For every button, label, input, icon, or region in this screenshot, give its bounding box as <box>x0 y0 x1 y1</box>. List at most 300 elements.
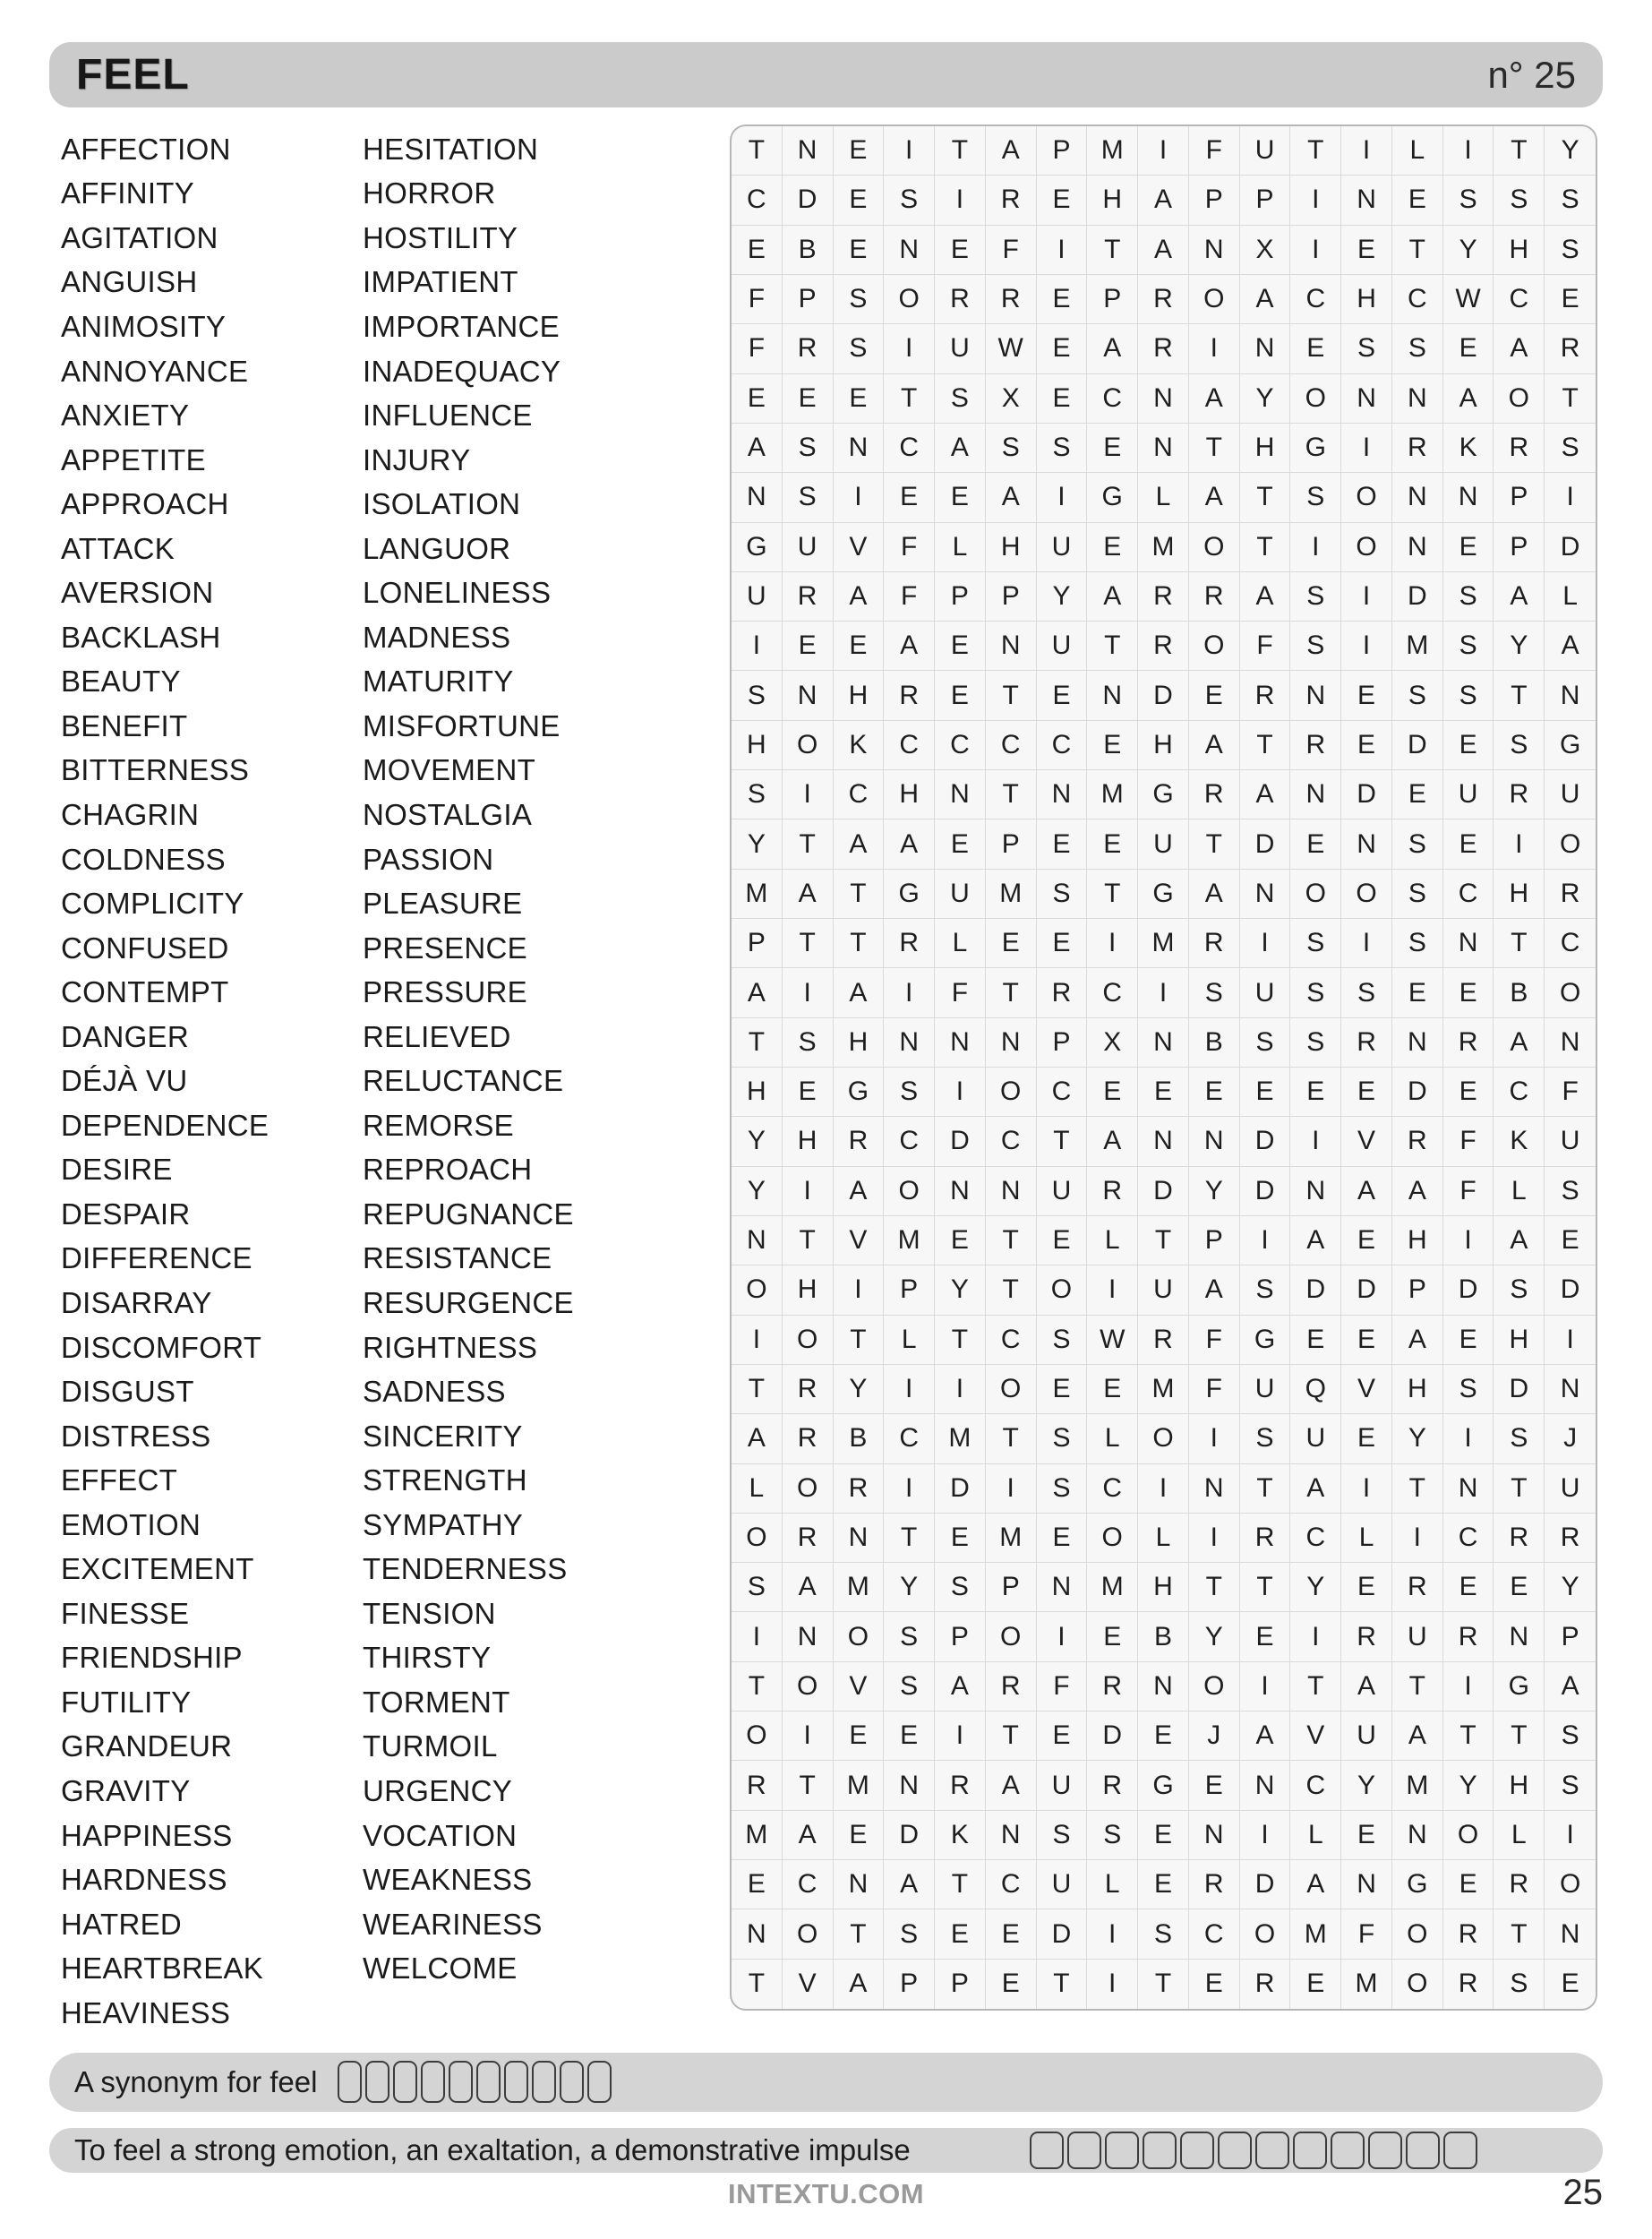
grid-cell: W <box>1443 275 1494 324</box>
grid-cell: E <box>1545 275 1596 324</box>
grid-cell: F <box>1443 1117 1494 1166</box>
grid-cell: E <box>986 919 1037 968</box>
grid-cell: A <box>1290 1464 1341 1514</box>
grid-cell: P <box>884 1265 935 1315</box>
grid-cell: E <box>1037 671 1088 720</box>
grid-cell: E <box>935 1216 986 1265</box>
website-footer: INTEXTU.COM <box>727 2178 925 2209</box>
grid-cell: M <box>1341 1960 1392 2009</box>
grid-cell: S <box>783 1018 834 1068</box>
grid-cell: N <box>1443 919 1494 968</box>
grid-cell: I <box>1087 919 1138 968</box>
grid-cell: O <box>1189 622 1240 671</box>
grid-cell: R <box>1087 1761 1138 1810</box>
grid-cell: Y <box>1189 1167 1240 1216</box>
grid-cell: U <box>1545 1464 1596 1514</box>
word-item: TENSION <box>363 1596 496 1630</box>
grid-cell: S <box>1037 1414 1088 1463</box>
grid-cell: A <box>1087 1117 1138 1166</box>
grid-cell: I <box>732 622 783 671</box>
grid-cell: S <box>1290 473 1341 522</box>
grid-cell: N <box>1341 374 1392 424</box>
grid-cell: T <box>834 870 885 919</box>
grid-cell: C <box>1392 275 1443 324</box>
grid-cell: G <box>884 870 935 919</box>
grid-cell: C <box>1087 968 1138 1017</box>
grid-cell: T <box>1087 622 1138 671</box>
grid-cell: O <box>783 1662 834 1711</box>
grid-cell: I <box>1138 968 1189 1017</box>
grid-cell: E <box>1341 1068 1392 1117</box>
grid-cell: A <box>1189 721 1240 770</box>
word-item: TORMENT <box>363 1685 510 1719</box>
grid-cell: C <box>884 424 935 473</box>
grid-cell: I <box>1290 1612 1341 1661</box>
grid-cell: I <box>1341 919 1392 968</box>
answer-boxes <box>1030 2132 1477 2169</box>
grid-cell: N <box>1037 1563 1088 1612</box>
grid-cell: U <box>1443 770 1494 819</box>
grid-cell: G <box>732 523 783 572</box>
grid-cell: F <box>935 968 986 1017</box>
grid-cell: T <box>1087 226 1138 275</box>
grid-cell: E <box>1341 1316 1392 1365</box>
grid-cell: J <box>1545 1414 1596 1463</box>
grid-cell: A <box>1138 176 1189 225</box>
grid-cell: K <box>1443 424 1494 473</box>
grid-cell: H <box>1494 870 1545 919</box>
grid-cell: D <box>1494 1365 1545 1414</box>
word-item: LONELINESS <box>363 576 552 610</box>
grid-cell: I <box>783 1711 834 1761</box>
grid-cell: T <box>732 1662 783 1711</box>
grid-cell: R <box>1392 1563 1443 1612</box>
word-item: APPETITE <box>61 442 206 476</box>
grid-cell: Y <box>1341 1761 1392 1810</box>
grid-cell: I <box>935 1711 986 1761</box>
grid-cell: E <box>1037 176 1088 225</box>
grid-cell: S <box>1087 1811 1138 1860</box>
word-item: DISARRAY <box>61 1285 212 1319</box>
word-item: BITTERNESS <box>61 753 250 787</box>
grid-cell: O <box>783 721 834 770</box>
grid-cell: E <box>1138 1068 1189 1117</box>
grid-cell: N <box>1392 523 1443 572</box>
grid-cell: T <box>1189 1563 1240 1612</box>
grid-cell: N <box>935 1018 986 1068</box>
word-item: IMPATIENT <box>363 265 518 299</box>
grid-cell: E <box>1443 1316 1494 1365</box>
grid-cell: L <box>1087 1414 1138 1463</box>
grid-cell: K <box>935 1811 986 1860</box>
grid-cell: T <box>1037 1117 1088 1166</box>
grid-cell: T <box>1240 1464 1291 1514</box>
grid-cell: N <box>834 1514 885 1563</box>
grid-cell: S <box>732 671 783 720</box>
grid-cell: Y <box>1443 1761 1494 1810</box>
grid-cell: S <box>1494 721 1545 770</box>
grid-cell: E <box>834 176 885 225</box>
grid-cell: I <box>1392 1514 1443 1563</box>
grid-cell: R <box>935 275 986 324</box>
grid-cell: S <box>783 473 834 522</box>
grid-cell: H <box>1087 176 1138 225</box>
grid-cell: A <box>732 968 783 1017</box>
grid-cell: I <box>732 1316 783 1365</box>
grid-cell: R <box>1189 572 1240 622</box>
grid-cell: D <box>1240 819 1291 869</box>
grid-cell: T <box>834 1316 885 1365</box>
grid-cell: E <box>1443 324 1494 373</box>
grid-cell: E <box>1037 1365 1088 1414</box>
grid-cell: A <box>884 622 935 671</box>
grid-cell: P <box>986 572 1037 622</box>
grid-cell: R <box>1138 622 1189 671</box>
grid-cell: N <box>1392 1811 1443 1860</box>
grid-cell: D <box>1240 1860 1291 1909</box>
grid-cell: C <box>1443 1514 1494 1563</box>
grid-cell: R <box>986 1662 1037 1711</box>
grid-cell: A <box>1392 1711 1443 1761</box>
grid-cell: E <box>1443 819 1494 869</box>
grid-cell: H <box>986 523 1037 572</box>
grid-cell: E <box>935 1514 986 1563</box>
grid-cell: T <box>1240 523 1291 572</box>
grid-cell: R <box>1240 671 1291 720</box>
grid-cell: S <box>986 424 1037 473</box>
grid-cell: N <box>1189 226 1240 275</box>
grid-cell: U <box>1240 1365 1291 1414</box>
grid-cell: C <box>1290 1761 1341 1810</box>
grid-cell: Y <box>1189 1612 1240 1661</box>
word-item: FUTILITY <box>61 1685 192 1719</box>
grid-cell: T <box>1087 870 1138 919</box>
grid-cell: A <box>834 1960 885 2009</box>
grid-cell: U <box>1545 770 1596 819</box>
grid-cell: A <box>834 968 885 1017</box>
word-item: BENEFIT <box>61 708 188 742</box>
grid-cell: D <box>1392 721 1443 770</box>
word-item: VOCATION <box>363 1818 518 1852</box>
grid-cell: S <box>783 424 834 473</box>
word-item: PASSION <box>363 842 494 876</box>
grid-cell: S <box>1037 424 1088 473</box>
word-item: AGITATION <box>61 220 218 254</box>
grid-cell: E <box>1037 1216 1088 1265</box>
grid-cell: H <box>1240 424 1291 473</box>
grid-cell: O <box>986 1068 1037 1117</box>
grid-cell: N <box>1037 770 1088 819</box>
grid-cell: D <box>1392 572 1443 622</box>
grid-cell: H <box>1138 721 1189 770</box>
grid-cell: T <box>884 374 935 424</box>
grid-cell: I <box>986 1464 1037 1514</box>
grid-cell: L <box>935 919 986 968</box>
grid-cell: C <box>1037 721 1088 770</box>
grid-cell: S <box>1545 1711 1596 1761</box>
grid-cell: S <box>1392 819 1443 869</box>
grid-cell: T <box>986 1711 1037 1761</box>
grid-cell: L <box>1341 1514 1392 1563</box>
grid-cell: N <box>1443 1464 1494 1514</box>
grid-cell: D <box>1240 1167 1291 1216</box>
grid-cell: R <box>1240 1960 1291 2009</box>
grid-cell: Y <box>1494 622 1545 671</box>
grid-cell: S <box>1240 1265 1291 1315</box>
grid-cell: S <box>884 1068 935 1117</box>
grid-cell: S <box>1037 1316 1088 1365</box>
grid-cell: L <box>1138 473 1189 522</box>
grid-cell: T <box>1138 1216 1189 1265</box>
word-item: DISGUST <box>61 1375 194 1409</box>
grid-cell: S <box>1341 968 1392 1017</box>
grid-cell: F <box>1341 1909 1392 1959</box>
grid-cell: N <box>732 1909 783 1959</box>
grid-cell: E <box>884 1711 935 1761</box>
grid-cell: E <box>1443 968 1494 1017</box>
grid-cell: G <box>1138 870 1189 919</box>
grid-cell: L <box>884 1316 935 1365</box>
grid-cell: L <box>1494 1811 1545 1860</box>
grid-cell: U <box>1545 1117 1596 1166</box>
grid-cell: N <box>1240 324 1291 373</box>
grid-cell: T <box>1494 126 1545 176</box>
grid-cell: A <box>1290 1216 1341 1265</box>
grid-cell: R <box>1443 1909 1494 1959</box>
grid-cell: I <box>1240 1662 1291 1711</box>
grid-cell: H <box>783 1265 834 1315</box>
grid-cell: E <box>834 126 885 176</box>
word-item: DESPAIR <box>61 1197 191 1231</box>
grid-cell: I <box>1290 226 1341 275</box>
word-item: HEARTBREAK <box>61 1952 264 1986</box>
grid-cell: Y <box>1545 126 1596 176</box>
word-item: REPROACH <box>363 1153 533 1187</box>
grid-cell: U <box>783 523 834 572</box>
grid-cell: A <box>1087 572 1138 622</box>
grid-cell: S <box>1037 1811 1088 1860</box>
grid-cell: N <box>1290 1167 1341 1216</box>
grid-cell: E <box>935 226 986 275</box>
grid-cell: R <box>986 275 1037 324</box>
grid-cell: D <box>1545 523 1596 572</box>
grid-cell: T <box>1138 1960 1189 2009</box>
grid-cell: E <box>1087 523 1138 572</box>
grid-cell: M <box>732 870 783 919</box>
grid-cell: U <box>935 870 986 919</box>
answer-box <box>1368 2132 1402 2169</box>
grid-cell: Y <box>1545 1563 1596 1612</box>
grid-cell: A <box>1494 324 1545 373</box>
grid-cell: E <box>935 473 986 522</box>
grid-cell: E <box>732 1860 783 1909</box>
grid-cell: I <box>834 1265 885 1315</box>
grid-cell: E <box>1443 523 1494 572</box>
word-item: MOVEMENT <box>363 753 536 787</box>
grid-cell: T <box>1443 1711 1494 1761</box>
grid-cell: D <box>884 1811 935 1860</box>
grid-cell: C <box>1443 870 1494 919</box>
grid-cell: N <box>935 770 986 819</box>
grid-cell: I <box>783 770 834 819</box>
grid-cell: Y <box>884 1563 935 1612</box>
grid-cell: N <box>783 126 834 176</box>
grid-cell: I <box>783 1167 834 1216</box>
word-item: EXCITEMENT <box>61 1552 254 1586</box>
grid-cell: M <box>1138 1365 1189 1414</box>
grid-cell: I <box>1545 473 1596 522</box>
grid-cell: S <box>1494 176 1545 225</box>
grid-cell: G <box>834 1068 885 1117</box>
grid-cell: S <box>834 275 885 324</box>
grid-cell: F <box>884 523 935 572</box>
word-item: DANGER <box>61 1019 189 1053</box>
grid-cell: P <box>1392 1265 1443 1315</box>
grid-cell: Y <box>834 1365 885 1414</box>
grid-cell: I <box>1290 176 1341 225</box>
grid-cell: I <box>1443 1414 1494 1463</box>
grid-cell: H <box>783 1117 834 1166</box>
grid-cell: N <box>732 1216 783 1265</box>
grid-cell: E <box>1189 1960 1240 2009</box>
grid-cell: N <box>1138 374 1189 424</box>
grid-cell: O <box>783 1464 834 1514</box>
grid-cell: S <box>732 1563 783 1612</box>
grid-cell: E <box>1392 176 1443 225</box>
grid-cell: W <box>986 324 1037 373</box>
grid-cell: E <box>1189 1761 1240 1810</box>
grid-cell: R <box>1189 919 1240 968</box>
grid-cell: I <box>1494 819 1545 869</box>
grid-cell: R <box>783 1514 834 1563</box>
grid-cell: F <box>1037 1662 1088 1711</box>
grid-cell: O <box>1341 473 1392 522</box>
grid-cell: S <box>1545 424 1596 473</box>
grid-cell: T <box>986 1414 1037 1463</box>
grid-cell: R <box>935 1761 986 1810</box>
grid-cell: F <box>732 324 783 373</box>
grid-cell: R <box>1138 324 1189 373</box>
word-list-column-1 <box>61 127 363 2036</box>
grid-cell: E <box>783 374 834 424</box>
grid-cell: S <box>1392 870 1443 919</box>
grid-cell: D <box>935 1464 986 1514</box>
grid-cell: V <box>1341 1117 1392 1166</box>
grid-cell: N <box>1341 176 1392 225</box>
grid-cell: I <box>1138 126 1189 176</box>
grid-cell: E <box>1240 1068 1291 1117</box>
grid-cell: R <box>884 671 935 720</box>
grid-cell: I <box>1189 1414 1240 1463</box>
grid-cell: P <box>935 1960 986 2009</box>
grid-cell: U <box>1037 1860 1088 1909</box>
grid-cell: D <box>1138 671 1189 720</box>
grid-cell: U <box>1240 126 1291 176</box>
word-item: CONFUSED <box>61 931 229 965</box>
grid-cell: E <box>732 374 783 424</box>
grid-cell: I <box>1443 1216 1494 1265</box>
clue-row-definition <box>49 2128 1603 2173</box>
grid-cell: C <box>884 1117 935 1166</box>
grid-cell: T <box>732 1365 783 1414</box>
grid-cell: A <box>732 424 783 473</box>
grid-cell: O <box>1037 1265 1088 1315</box>
grid-cell: C <box>884 721 935 770</box>
grid-cell: T <box>1494 919 1545 968</box>
grid-cell: N <box>1138 424 1189 473</box>
grid-cell: G <box>1494 1662 1545 1711</box>
grid-cell: M <box>1138 919 1189 968</box>
grid-cell: F <box>1240 622 1291 671</box>
grid-cell: S <box>1392 919 1443 968</box>
grid-cell: R <box>1494 1514 1545 1563</box>
grid-cell: D <box>1240 1117 1291 1166</box>
grid-cell: N <box>1341 1860 1392 1909</box>
grid-cell: C <box>884 1414 935 1463</box>
grid-cell: I <box>834 473 885 522</box>
grid-cell: E <box>1341 671 1392 720</box>
grid-cell: E <box>1037 275 1088 324</box>
grid-cell: H <box>884 770 935 819</box>
grid-cell: N <box>884 226 935 275</box>
grid-cell: L <box>1545 572 1596 622</box>
grid-cell: I <box>1341 126 1392 176</box>
grid-cell: E <box>1392 968 1443 1017</box>
grid-cell: E <box>1494 1563 1545 1612</box>
grid-cell: R <box>1290 721 1341 770</box>
grid-cell: E <box>1138 1711 1189 1761</box>
grid-cell: S <box>1290 622 1341 671</box>
grid-cell: O <box>732 1265 783 1315</box>
grid-cell: T <box>1392 1464 1443 1514</box>
grid-cell: I <box>884 126 935 176</box>
grid-cell: N <box>884 1761 935 1810</box>
grid-cell: C <box>1290 1514 1341 1563</box>
grid-cell: T <box>935 1860 986 1909</box>
grid-cell: I <box>1545 1811 1596 1860</box>
grid-cell: P <box>986 819 1037 869</box>
word-item: TURMOIL <box>363 1729 498 1763</box>
grid-cell: P <box>1545 1612 1596 1661</box>
grid-cell: R <box>834 1464 885 1514</box>
grid-cell: Y <box>1037 572 1088 622</box>
word-item: RELUCTANCE <box>363 1064 564 1098</box>
grid-cell: E <box>1189 1068 1240 1117</box>
grid-cell: H <box>1138 1563 1189 1612</box>
grid-cell: G <box>1545 721 1596 770</box>
grid-cell: N <box>1138 1117 1189 1166</box>
grid-cell: I <box>1240 1216 1291 1265</box>
grid-cell: P <box>783 275 834 324</box>
grid-cell: U <box>1290 1414 1341 1463</box>
grid-cell: N <box>1545 1365 1596 1414</box>
puzzle-number: n° 25 <box>1487 53 1576 96</box>
grid-cell: T <box>935 126 986 176</box>
grid-cell: I <box>935 1068 986 1117</box>
grid-cell: C <box>1290 275 1341 324</box>
grid-cell: E <box>1290 1068 1341 1117</box>
grid-cell: G <box>1087 473 1138 522</box>
grid-cell: D <box>1341 1265 1392 1315</box>
grid-cell: E <box>1392 770 1443 819</box>
grid-cell: T <box>732 126 783 176</box>
word-item: RESURGENCE <box>363 1285 574 1319</box>
grid-cell: T <box>783 919 834 968</box>
grid-cell: C <box>1087 374 1138 424</box>
grid-cell: N <box>1087 671 1138 720</box>
grid-cell: A <box>834 1167 885 1216</box>
grid-cell: A <box>1189 870 1240 919</box>
